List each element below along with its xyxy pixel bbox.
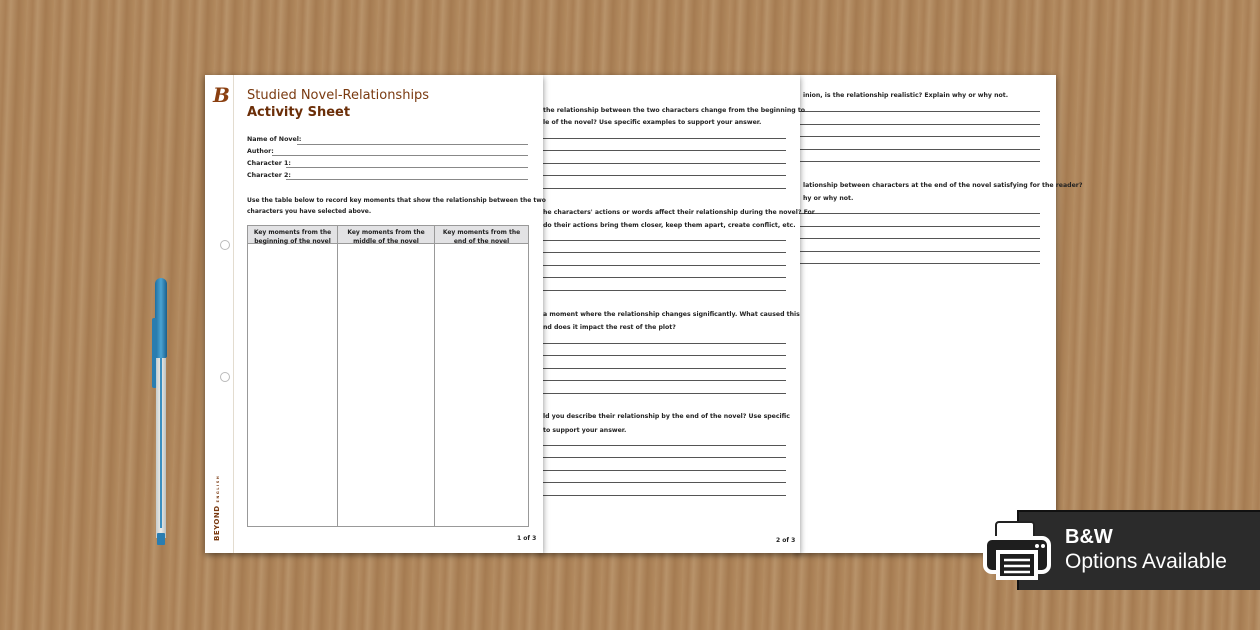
banner-title: B&W	[1065, 526, 1113, 548]
answer-line	[800, 111, 1040, 112]
printer-icon	[982, 520, 1052, 582]
question-text: ld you describe their relationship by the end of the novel? Use specific	[543, 413, 790, 420]
instruction-text: Use the table below to record key moments that show the relationship between the two	[247, 197, 546, 204]
question-text: nd does it impact the rest of the plot?	[543, 324, 676, 331]
instruction-text: characters you have selected above.	[247, 208, 372, 215]
brand-sub: ENGLISH	[216, 474, 220, 503]
binder-hole	[220, 372, 230, 382]
banner-subtitle: Options Available	[1065, 550, 1227, 573]
answer-line	[543, 240, 786, 241]
answer-line	[543, 368, 786, 369]
answer-line	[543, 265, 786, 266]
field-line-character-1[interactable]	[286, 167, 528, 168]
brand-name: BEYOND	[213, 505, 221, 541]
field-label-character-2: Character 2:	[247, 172, 291, 179]
table-header-middle: Key moments from the middle of the novel	[347, 229, 425, 245]
answer-line	[543, 445, 786, 446]
answer-line	[800, 263, 1040, 264]
question-text: inion, is the relationship realistic? Explain why or why not.	[803, 92, 1009, 99]
answer-line	[543, 457, 786, 458]
answer-line	[543, 495, 786, 496]
question-text: hy or why not.	[803, 195, 854, 202]
answer-line	[543, 150, 786, 151]
sheet-subtitle: Activity Sheet	[247, 105, 351, 120]
answer-line	[543, 482, 786, 483]
answer-line	[800, 124, 1040, 125]
answer-line	[543, 252, 786, 253]
worksheet-page-1	[205, 75, 546, 553]
question-text: to support your answer.	[543, 427, 627, 434]
margin-line	[233, 75, 234, 553]
sheet-title: Studied Novel-Relationships	[247, 88, 430, 103]
question-text: lationship between characters at the end of the novel satisfying for the reader?	[803, 182, 1083, 189]
worksheet-page-2	[540, 75, 815, 553]
column-divider	[337, 226, 338, 526]
pen-ink	[160, 358, 162, 528]
answer-line	[543, 138, 786, 139]
key-moments-table	[247, 225, 529, 527]
field-line-author[interactable]	[272, 155, 528, 156]
brand-wordmark	[213, 475, 221, 541]
table-header-beginning: Key moments from the beginning of the novel	[253, 229, 332, 245]
question-text: le of the novel? Use specific examples to support your answer.	[543, 119, 762, 126]
field-label-character-1: Character 1:	[247, 160, 291, 167]
question-text: the relationship between the two characters change from the beginning to	[543, 107, 806, 114]
answer-line	[543, 290, 786, 291]
answer-line	[543, 163, 786, 164]
answer-line	[543, 470, 786, 471]
answer-line	[543, 343, 786, 344]
answer-line	[543, 355, 786, 356]
binder-hole	[220, 240, 230, 250]
worksheet-page-3	[795, 75, 1083, 553]
answer-line	[543, 188, 786, 189]
table-header-end: Key moments from the end of the novel	[442, 229, 521, 245]
question-text: do their actions bring them closer, keep them apart, create conflict, etc.	[543, 222, 796, 229]
answer-line	[543, 175, 786, 176]
answer-line	[543, 393, 786, 394]
answer-line	[800, 213, 1040, 214]
field-label-author: Author:	[247, 148, 274, 155]
answer-line	[800, 161, 1040, 162]
answer-line	[800, 149, 1040, 150]
field-label-novel: Name of Novel:	[247, 136, 302, 143]
answer-line	[800, 238, 1040, 239]
question-text: he characters' actions or words affect their relationship during the novel? For	[543, 209, 815, 216]
column-divider	[434, 226, 435, 526]
pen	[152, 278, 170, 548]
page-number: 1 of 3	[517, 535, 537, 542]
answer-line	[800, 136, 1040, 137]
field-line-novel[interactable]	[297, 144, 528, 145]
page-number: 2 of 3	[776, 537, 796, 544]
question-text: a moment where the relationship changes significantly. What caused this	[543, 311, 800, 318]
bw-options-banner	[1017, 510, 1260, 590]
brand-logo: B	[213, 83, 230, 107]
answer-line	[543, 277, 786, 278]
answer-line	[543, 380, 786, 381]
answer-line	[800, 226, 1040, 227]
answer-line	[800, 251, 1040, 252]
pen-end-cap	[157, 533, 165, 545]
field-line-character-2[interactable]	[286, 179, 528, 180]
